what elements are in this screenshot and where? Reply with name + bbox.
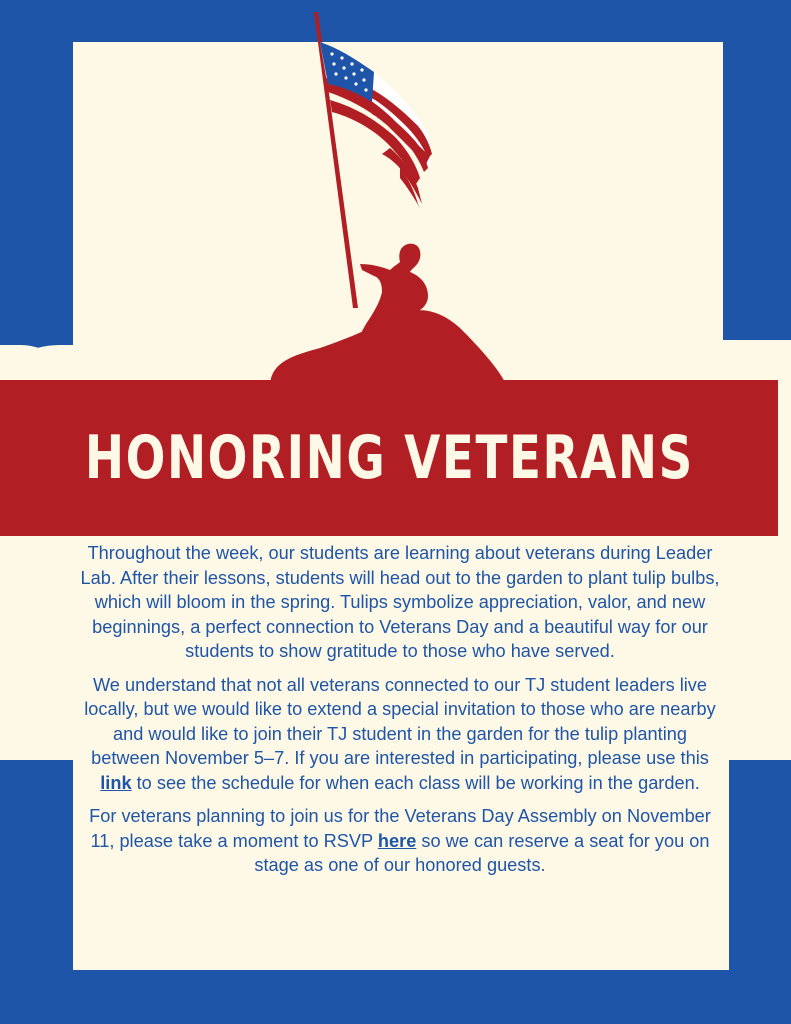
title-banner [0, 380, 778, 536]
body-text [78, 541, 722, 887]
paragraph-invitation: We understand that not all veterans connected to our TJ student leaders live locally, but we would like to extend a special invitation to those who are nearby and would like to join their TJ student in the garden for the tulip planting between November 5–7. If you are interested in participating, please use this link to see the schedule for when each class will be working in the garden. [84, 674, 716, 793]
schedule-link[interactable]: link [100, 772, 132, 793]
rsvp-link[interactable]: here [377, 830, 417, 851]
soldier-raising-flag-icon [270, 8, 510, 384]
hill [270, 310, 506, 384]
paragraph-rsvp: For veterans planning to join us for the Veterans Day Assembly on November 11, please take a moment to RSVP here so we can reserve a seat for you on stage as one of our honored guests. [89, 806, 711, 875]
paragraph-tulips: Throughout the week, our students are learning about veterans during Leader Lab. After their lessons, students will head out to the garden to plant tulip bulbs, which will bloom in the spring. Tulips symbolize appreciation, valor, and new beginnings, a perfect connection to Veterans Day and a beautiful way for our students to show gratitude to those who have served. [80, 543, 720, 661]
page-title: HONORING VETERANS [84, 423, 694, 493]
